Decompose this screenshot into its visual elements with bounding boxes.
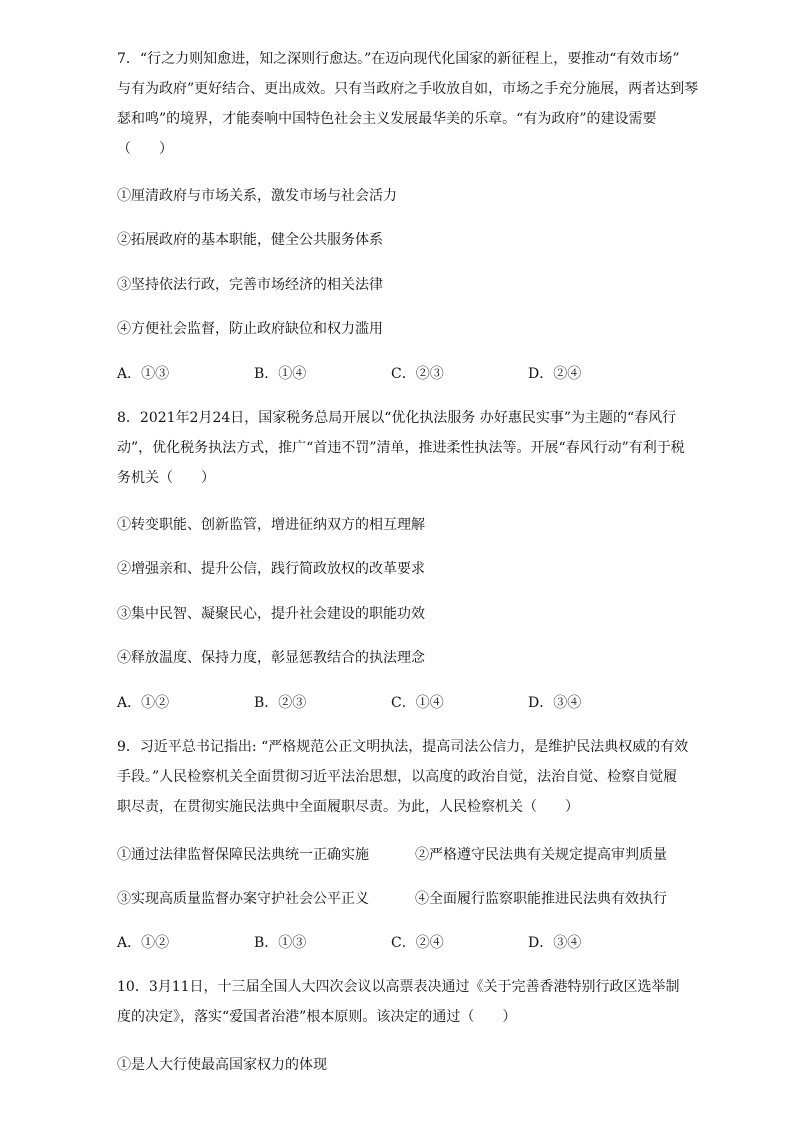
q9-choices [117, 933, 677, 953]
q9-option-4: ④全面履行监察职能推进民法典有效执行 [415, 891, 667, 907]
choice-a: A．①③ [117, 366, 170, 382]
stem-line: 度的决定》，落实“爱国者治港”根本原则。该决定的通过（ ） [117, 1009, 517, 1025]
stem-line: 职尽责，在贯彻实施民法典中全面履职尽责。为此，人民检察机关（ ） [117, 799, 579, 815]
stem-line: 务机关（ ） [117, 470, 215, 486]
choice-c: C．②④ [391, 935, 444, 951]
q10-option-1: ①是人大行使最高国家权力的体现 [117, 1057, 327, 1073]
q8-option-4: ④释放温度、保持力度，彰显惩教结合的执法理念 [117, 650, 425, 666]
q7-option-2: ②拓展政府的基本职能，健全公共服务体系 [117, 232, 383, 248]
q7-option-1: ①厘清政府与市场关系，激发市场与社会活力 [117, 188, 397, 204]
q9-option-3: ③实现高质量监督办案守护社会公平正义 [117, 891, 369, 907]
choice-a: A．①② [117, 935, 170, 951]
choice-d: D．③④ [528, 695, 582, 711]
q8-option-3: ③集中民智、凝聚民心，提升社会建设的职能功效 [117, 606, 425, 622]
stem-line: 7．“行之力则知愈进，知之深则行愈达。”在迈向现代化国家的新征程上，要推动“有效市场” [117, 51, 680, 67]
stem-line: 8．2021年2月24日，国家税务总局开展以“优化执法服务 办好惠民实事”为主题的“春风行 [117, 410, 677, 426]
choice-c: C．②③ [391, 366, 444, 382]
choice-c: C．①④ [391, 695, 444, 711]
choice-d: D．②④ [528, 366, 582, 382]
stem-line: 9．习近平总书记指出: “严格规范公正文明执法，提高司法公信力，是维护民法典权威的有效 [117, 739, 689, 755]
stem-line: 10．3月11日，十三届全国人大四次会议以高票表决通过《关于完善香港特别行政区选举制 [117, 979, 680, 995]
stem-line: 瑟和鸣”的境界，才能奏响中国特色社会主义发展最华美的乐章。“有为政府”的建设需要 [117, 111, 657, 127]
question-8-stem [117, 403, 685, 493]
q8-option-2: ②增强亲和、提升公信，践行简政放权的改革要求 [117, 561, 425, 577]
q9-option-row-2 [117, 889, 677, 909]
choice-a: A．①② [117, 695, 170, 711]
q7-option-4: ④方便社会监督，防止政府缺位和权力滥用 [117, 321, 383, 337]
q8-choices [117, 693, 677, 713]
choice-d: D．③④ [528, 935, 582, 951]
stem-line: （ ） [117, 141, 173, 157]
choice-b: B．①③ [254, 935, 307, 951]
q7-choices [117, 364, 677, 384]
q9-option-row-1 [117, 845, 677, 865]
stem-line: 动”，优化税务执法方式，推广“首违不罚”清单，推进柔性执法等。开展“春风行动”有利于税 [117, 440, 685, 456]
question-7-stem [117, 44, 699, 164]
choice-b: B．①④ [254, 366, 307, 382]
question-10-stem [117, 972, 680, 1032]
q9-option-1: ①通过法律监督保障民法典统一正确实施 [117, 847, 369, 863]
question-9-stem [117, 732, 689, 822]
stem-line: 手段。”人民检察机关全面贯彻习近平法治思想，以高度的政治自觉，法治自觉、检察自觉履 [117, 769, 678, 785]
q9-option-2: ②严格遵守民法典有关规定提高审判质量 [415, 847, 667, 863]
stem-line: 与有为政府”更好结合、更出成效。只有当政府之手收放自如，市场之手充分施展，两者达到琴 [117, 81, 699, 97]
choice-b: B．②③ [254, 695, 307, 711]
q7-option-3: ③坚持依法行政，完善市场经济的相关法律 [117, 277, 383, 293]
q8-option-1: ①转变职能、创新监管，增进征纳双方的相互理解 [117, 517, 425, 533]
